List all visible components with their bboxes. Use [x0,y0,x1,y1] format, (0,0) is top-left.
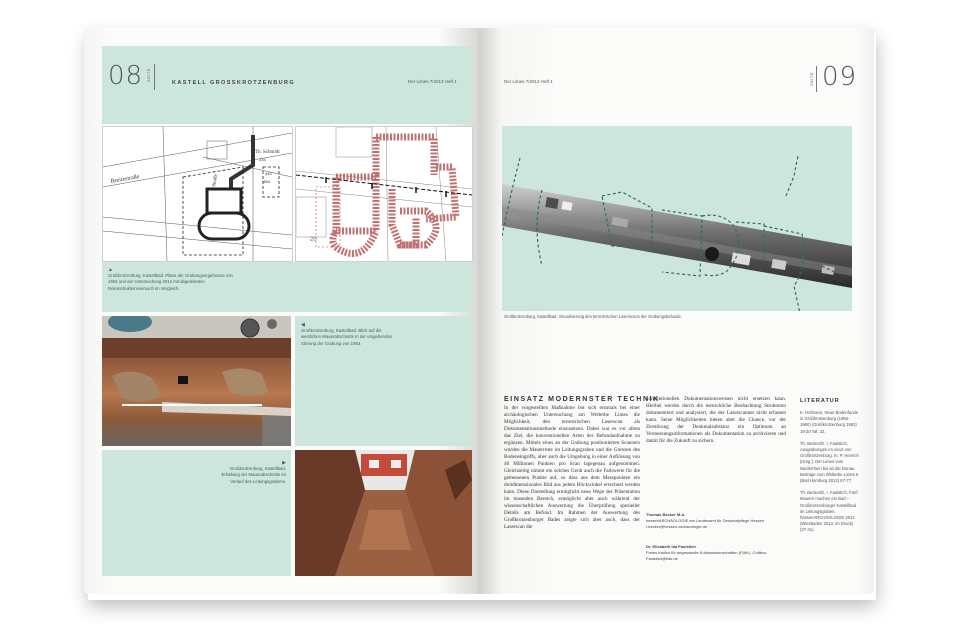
caption-2: Großkrotzenburg, Kastellbad. Blick auf die westlichen Mauerabschnitte in der umgebenden Störung der Grabung von 1963. [301,328,393,346]
map-parcel-a: 234 [259,157,266,162]
literature-list [800,410,860,540]
photo-western-walls [102,316,291,446]
caption-arrow-left-icon: ◀ [301,322,305,328]
caption-band-3 [102,450,291,576]
map-street-label-2: Straße [212,173,220,188]
caption-arrow-up-icon: ▲ [108,267,113,273]
journal-reference: Der Limes 7/2013 Heft 1 [408,79,457,84]
left-page [84,28,478,594]
author-2-name: Dr. Elisabeth Ida Faulstich [646,544,696,549]
scan-caption: Großkrotzenburg, Kastellbad. Visualisierung des terrestrischen Laserscans der Grabungsbefunde. [504,314,682,319]
author-block-2 [646,544,796,561]
literature-entry: K. Hofmann, Neue Bodenfunde in Großkrotzenburg (1956-1960) (Großkrotzenburg 1963) 18-20 Taf. 22. [800,410,859,434]
left-header-band [102,46,472,124]
author-block-1 [646,512,796,529]
photo-trench [295,450,472,576]
literature-entry: Th. Becker/E. I. Faulstich, Fünf Mauern machen ein Bad – Großkrotzenburger Kastellbad im Leitungsgraben. hessenARCHÄOLOGIE 2012 (Wiesbaden 2013, im Druck) (37-41). [800,490,858,533]
caption-band-2 [295,316,472,446]
author-1-name: Thomas Becker M.A. [646,512,686,517]
divider [154,64,155,90]
map-2012-reconstruction [295,126,473,262]
caption-1: Großkrotzenburg, Kastellbad. Pläne der Grabungsergebnisse von 1963 und der Untersuchung 2012 mit abgeleitetem Rekonstruktionsversuch im Vergleich. [108,273,233,291]
caption-3: Großkrotzenburg, Kastellbad. Erhaltung der Mauerabschnitte im Verlauf des Leitungsgrabens. [221,466,286,484]
author-2-email: Faulstich@fiak.de [646,555,678,561]
map-grid-label: 20 [310,237,317,243]
body-column-2: konventionellen Dokumentationsweisen nicht ersetzen kann. Hierbei werden durch die menschliche Beobachtung Strukturen dokumentiert und analysiert, die der Laserscanner nicht erfassen kann. Seine Möglichkeiten bieten aber die Chance, vor der Zerstörung der Denkmalsubstanz ein Optimum an Vermessungsinformationen als Dokumentation zu archivieren und damit für die Zukunft zu sichern. [646,396,786,444]
page-number-right: 09 [822,62,858,92]
page-number: 08 [108,61,144,91]
divider-right [816,66,817,92]
literature-heading: LITERATUR [800,398,840,404]
literature-entry: Th. Becker/E. I. Faulstich, Ausgrabungen im vicus von Großkrotzenburg. In: P. Henrich (Hrsg.), Der Limes vom Niederrhein bis an die Donau. Beiträge zum Welterbe Limes 6 (Bad Homburg 2012) 67-77. [800,440,859,484]
section-title: KASTELL GROSSKROTZENBURG [172,80,296,86]
seite-label: SEITE [146,68,151,83]
journal-reference-right: Der Limes 7/2013 Heft 1 [504,79,553,84]
right-page [478,28,874,594]
map-owner-label: Th. Schmidt [255,150,280,155]
caption-arrow-right-icon: ▶ [282,460,286,466]
map-parcel-b: 440 [265,171,272,176]
body-column-1: In der vorgestellten Maßnahme bot sich erstmals bei einer archäologischen Untersuchung am Welterbe Limes die Möglichkeit, den terrestrischen Laserscan als Dokumentationsmethode einzusetzen. Dabei war es vor allem das Ziel, die konventionellen Arten der Befundaufnahme zu ergänzen. Mittels eines an der Grabung positionierten Scanners wurden die Mauerreste im Leitungsgraben und die Grenzen des Bodeneingriffs, aber auch die Umgebung in einer Auflösung von 40 Millionen Punkten pro Scan lagegenau aufgenommen. Gleichzeitig nimmt ein solches Gerät auch die Farbwerte für die gemessenen Punkte auf, so dass aus dem Messpunkten ein dreidimensionales Bild aus jedem Blickwinkel errechnet werden kann. Diese Darstellung ermöglicht neue Wege der Präsentation im musealen Bereich, ermöglicht aber auch während der wissenschaftlichen Auswertung die Überprüfung spezieller Details am Befund. Im Rahmen der Auswertung des Großkrotzenburger Bades zeigte sich aber auch, dass der Laserscan die [504,405,640,530]
map-parcel-c: 458 [263,179,270,184]
author-1-affiliation: hessenARCHÄOLOGIE am Landesamt für Denkmalpflege Hessen [646,517,765,523]
author-1-email: t.becker@hessen-archaeologie.de [646,523,707,529]
map-street-label: Breitestraße [110,174,140,185]
author-2-affiliation: Freies Institut für angewandte Kulturwissenschaften (FIAK), Cottbus [646,549,767,555]
seite-label-right: SEITE [809,72,814,87]
caption-band-1 [102,262,472,312]
section-heading: EINSATZ MODERNSTER TECHNIK [504,396,660,403]
map-1963 [102,126,293,262]
laserscan-figure [502,126,852,311]
